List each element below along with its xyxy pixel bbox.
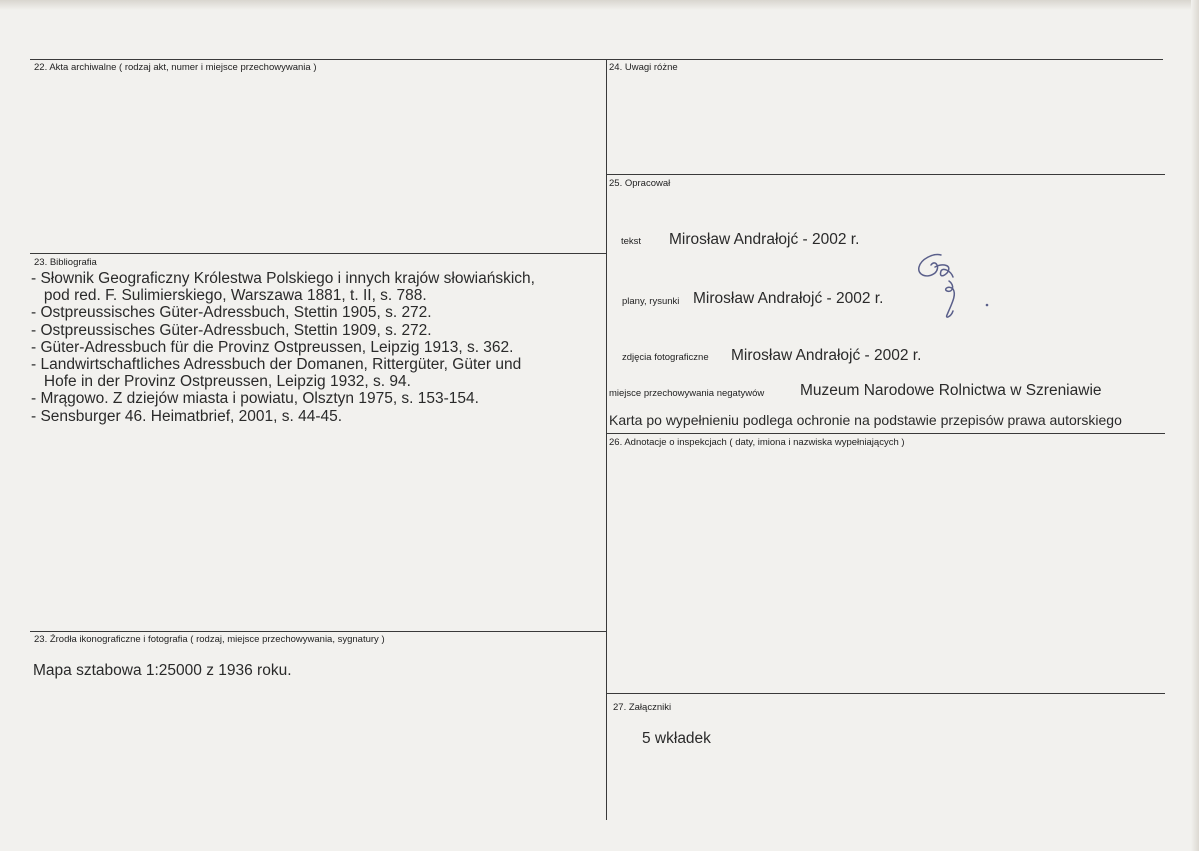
paper-top-edge [0,0,1199,10]
bibliography-line: - Ostpreussisches Güter-Adressbuch, Stettin 1905, s. 272. [31,304,432,322]
section-27-label: 27. Załączniki [613,702,672,713]
section-22-label: 22. Akta archiwalne ( rodzaj akt, numer i miejsce przechowywania ) [34,62,317,73]
handwritten-signature-icon [905,245,995,320]
negatywy-label: miejsce przechowywania negatywów [609,388,765,399]
bibliography-line: Hofe in der Provinz Ostpreussen, Leipzig 1932, s. 94. [31,373,411,391]
zdjecia-value: Mirosław Andrałojć - 2002 r. [731,347,922,364]
bibliography-line: - Ostpreussisches Güter-Adressbuch, Stettin 1909, s. 272. [31,321,432,339]
plany-value: Mirosław Andrałojć - 2002 r. [693,290,884,307]
bibliography-line: - Landwirtschaftliches Adressbuch der Domanen, Rittergüter, Güter und [31,356,522,374]
top-rule [30,59,1163,60]
section-25-label: 25. Opracował [609,178,671,189]
section-26-label: 26. Adnotacje o inspekcjach ( daty, imiona i nazwiska wypełniających ) [609,437,905,448]
zdjecia-label: zdjęcia fotograficzne [622,352,709,363]
rule-24-25 [606,174,1165,175]
bibliography-list [31,270,535,425]
rule-22-23 [30,253,606,254]
bibliography-line: - Güter-Adressbuch für die Provinz Ostpreussen, Leipzig 1913, s. 362. [31,338,514,356]
negatywy-value: Muzeum Narodowe Rolnictwa w Szreniawie [800,382,1102,399]
rule-25-26 [606,433,1165,434]
rule-26-27 [606,693,1165,694]
sources-value: Mapa sztabowa 1:25000 z 1936 roku. [33,662,292,679]
rule-23-23b [30,631,606,632]
bibliography-line: pod red. F. Sulimierskiego, Warszawa 1881, t. II, s. 788. [31,287,427,305]
paper-right-edge [1191,0,1199,851]
section-24-label: 24. Uwagi różne [609,62,678,73]
section-23-sources-label: 23. Źrodła ikonograficzne i fotografia ( rodzaj, miejsce przechowywania, sygnatury ) [34,634,385,645]
tekst-label: tekst [621,236,642,247]
attachments-value: 5 wkładek [642,730,711,747]
bibliography-line: - Słownik Geograficzny Królestwa Polskiego i innych krajów słowiańskich, [31,270,535,287]
bibliography-line: - Mrągowo. Z dziejów miasta i powiatu, Olsztyn 1975, s. 153-154. [31,390,479,408]
tekst-value: Mirosław Andrałojć - 2002 r. [669,231,860,248]
copyright-note: Karta po wypełnieniu podlega ochronie na podstawie przepisów prawa autorskiego [609,412,1122,428]
plany-label: plany, rysunki [622,296,680,307]
section-23-bibliography-label: 23. Bibliografia [34,257,97,268]
bibliography-line: - Sensburger 46. Heimatbrief, 2001, s. 44-45. [31,407,343,425]
